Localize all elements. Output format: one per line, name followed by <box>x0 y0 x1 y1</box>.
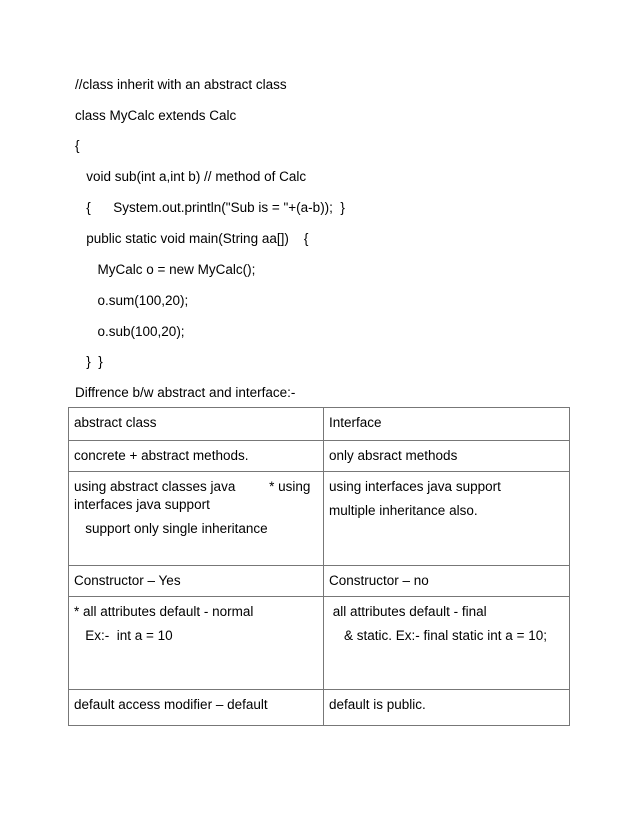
table-row <box>69 441 570 472</box>
table-row <box>69 597 570 690</box>
cell-text: default is public. <box>329 697 426 712</box>
table-cell-right <box>324 441 570 472</box>
table-row <box>69 408 570 441</box>
code-line-8: o.sum(100,20); <box>75 293 189 308</box>
code-line-3: { <box>75 138 80 153</box>
table-cell-right <box>324 408 570 441</box>
cell-text: Interface <box>329 415 382 430</box>
code-line-9: o.sub(100,20); <box>75 324 185 339</box>
code-line-5: { System.out.println("Sub is = "+(a-b)); } <box>75 200 345 215</box>
cell-text: default access modifier – default <box>74 697 268 712</box>
cell-text: all attributes default - final <box>329 604 487 619</box>
table-cell-right <box>324 472 570 566</box>
comparison-table <box>68 407 570 726</box>
code-line-1: //class inherit with an abstract class <box>75 77 287 92</box>
cell-text: support only single inheritance <box>74 521 268 536</box>
cell-text: Ex:- int a = 10 <box>74 628 173 643</box>
table-cell-right <box>324 690 570 726</box>
cell-text: only absract methods <box>329 448 458 463</box>
table-cell-left <box>69 408 324 441</box>
table-heading: Diffrence b/w abstract and interface:- <box>75 385 296 400</box>
cell-text: abstract class <box>74 415 157 430</box>
table-cell-left <box>69 690 324 726</box>
table-cell-left <box>69 597 324 690</box>
table-row <box>69 472 570 566</box>
table-cell-right <box>324 566 570 597</box>
table-row <box>69 566 570 597</box>
code-line-10: } } <box>75 354 103 369</box>
table-cell-left <box>69 441 324 472</box>
cell-text: * all attributes default - normal <box>74 604 254 619</box>
code-line-4: void sub(int a,int b) // method of Calc <box>75 169 307 184</box>
cell-text: concrete + abstract methods. <box>74 448 249 463</box>
cell-text: & static. Ex:- final static int a = 10; <box>329 628 547 643</box>
code-line-2: class MyCalc extends Calc <box>75 108 237 123</box>
cell-text: multiple inheritance also. <box>329 503 478 518</box>
table-row <box>69 690 570 726</box>
cell-text: Constructor – Yes <box>74 573 181 588</box>
table-cell-right <box>324 597 570 690</box>
cell-text: using interfaces java support <box>329 479 501 494</box>
cell-text: Constructor – no <box>329 573 429 588</box>
code-line-6: public static void main(String aa[]) { <box>75 231 309 246</box>
code-line-7: MyCalc o = new MyCalc(); <box>75 262 256 277</box>
cell-text: using abstract classes java * using <box>74 479 311 494</box>
cell-text: interfaces java support <box>74 497 210 512</box>
table-cell-left <box>69 472 324 566</box>
table-cell-left <box>69 566 324 597</box>
